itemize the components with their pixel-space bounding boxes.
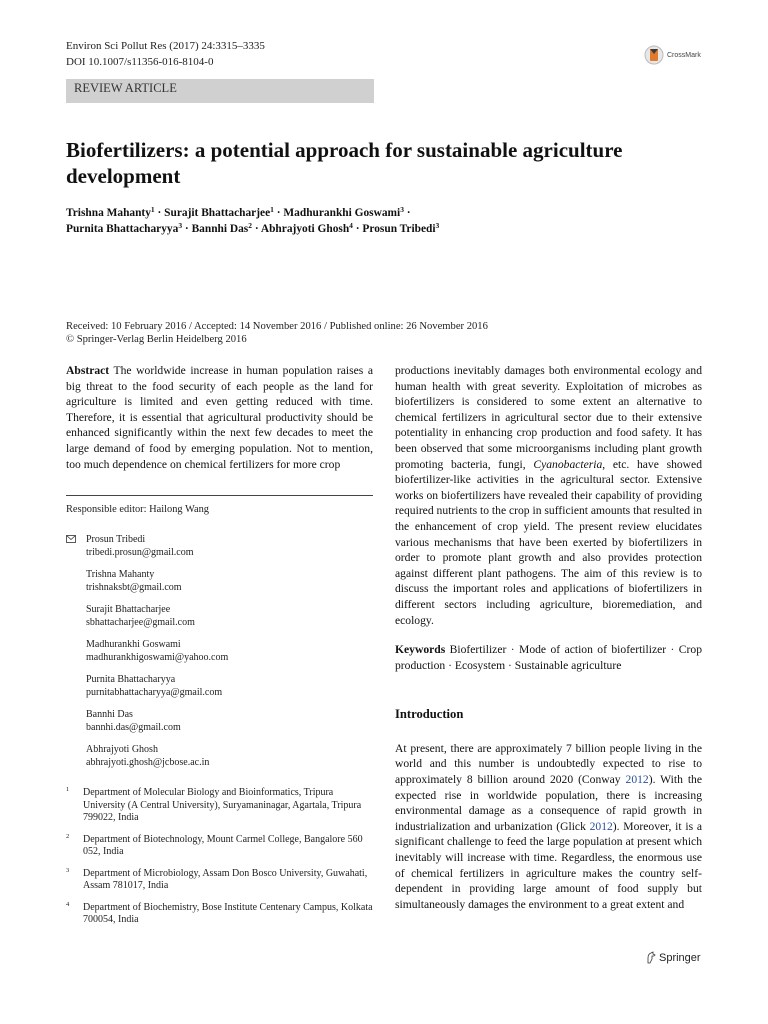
- contact-name: Purnita Bhattacharyya: [86, 674, 176, 685]
- italic-term: Cyanobacteria: [533, 457, 603, 471]
- publication-dates: [66, 320, 586, 346]
- doi[interactable]: DOI 10.1007/s11356-016-8104-0: [66, 56, 214, 68]
- contact-name: Prosun Tribedi: [86, 534, 146, 545]
- affiliation-item: [66, 834, 373, 859]
- affiliation-text: Department of Biotechnology, Mount Carmel College, Bangalore 560 052, India: [83, 833, 363, 857]
- received-dates: Received: 10 February 2016 / Accepted: 14 November 2016 / Published online: 26 November 2016: [66, 321, 488, 332]
- article-title: Biofertilizers: a potential approach for sustainable agriculture development: [66, 138, 623, 188]
- author[interactable]: Bannhi Das$^2$: [191, 221, 252, 235]
- right-column: [395, 363, 702, 912]
- footnote-divider: [66, 495, 373, 496]
- contact-item: [66, 744, 373, 769]
- contact-email[interactable]: trishnaksbt@gmail.com: [86, 581, 182, 593]
- affiliation-list: [66, 787, 373, 936]
- crossmark-label: CrossMark: [667, 51, 701, 59]
- abstract-text-part1: The worldwide increase in human population raises a big threat to the food security of each people as the land for agriculture is limited and even getting reduced with time. Therefore, it is essential that agricultural productivity should be enhanced significantly within the next few decades to meet the large demand of food by emerging population. Not to mention, too much dependence on chemical fertilizers for more crop: [66, 364, 373, 471]
- contact-name: Abhrajyoti Ghosh: [86, 744, 158, 755]
- keywords: [395, 642, 702, 673]
- copyright: © Springer-Verlag Berlin Heidelberg 2016: [66, 334, 247, 345]
- abstract-left: [66, 363, 373, 472]
- author[interactable]: Purnita Bhattacharyya$^3$: [66, 221, 183, 235]
- contact-email[interactable]: tribedi.prosun@gmail.com: [86, 546, 194, 558]
- journal-header: [66, 38, 265, 70]
- author[interactable]: Surajit Bhattacharjee$^1$: [164, 205, 274, 219]
- contact-name: Trishna Mahanty: [86, 569, 155, 580]
- affiliation-text: Department of Microbiology, Assam Don Bosco University, Guwahati, Assam 781017, India: [83, 867, 368, 891]
- affiliation-number: 3: [66, 866, 70, 874]
- crossmark-badge[interactable]: [644, 44, 708, 66]
- author[interactable]: Madhurankhi Goswami$^3$: [283, 205, 404, 219]
- contact-email[interactable]: sbhattacharjee@gmail.com: [86, 616, 195, 628]
- author[interactable]: Trishna Mahanty$^1$: [66, 205, 155, 219]
- contact-item: [66, 639, 373, 664]
- author[interactable]: Prosun Tribedi$^3$: [362, 221, 440, 235]
- contact-list: [66, 534, 373, 779]
- keywords-label: Keywords: [395, 643, 446, 657]
- abstract-continued: productions inevitably damages both environmental ecology and human health with great severity. Exploitation of microbes as biofertilizers is considered to some extent an alternative to chemical fertilizers in agricultural sector due to their extensive potentiality in enhancing crop production and food safety. It has been observed that some microorganisms including plant growth promoting bacteria, fungi, Cyanobacteria, etc. have showed biofertilizer-like activities in the agricultural sector. Extensive works on biofertilizers have revealed their capability of providing required nutrients to the crop in sufficient amounts that resulted in the enhancement of crop yield. The present review elucidates various mechanisms that have been exerted by biofertilizers in order to promote plant growth and also provides protection against different plant pathogens. The aim of this review is to discuss the important roles and applications of biofertilizers in different sectors including agriculture, bioremediation, and ecology.: [395, 364, 702, 627]
- affiliation-item: [66, 902, 373, 927]
- abstract-label: Abstract: [66, 364, 110, 377]
- contact-item: [66, 674, 373, 699]
- contact-email[interactable]: bannhi.das@gmail.com: [86, 721, 181, 733]
- contact-email[interactable]: abhrajyoti.ghosh@jcbose.ac.in: [86, 756, 210, 768]
- publisher-footer: [646, 951, 701, 964]
- responsible-editor: Responsible editor: Hailong Wang: [66, 504, 209, 515]
- article-type: REVIEW ARTICLE: [74, 81, 177, 95]
- introduction-heading: Introduction: [395, 707, 464, 722]
- author-list: Trishna Mahanty$^1$ · Surajit Bhattacharjee$^1$ · Madhurankhi Goswami$^3$ · Purnita Bhattacharyya$^3$ · Bannhi Das$^2$ · Abhrajyoti Ghosh$^4$ · Prosun Tribedi$^3$: [66, 205, 440, 235]
- author[interactable]: Abhrajyoti Ghosh$^4$: [260, 221, 353, 235]
- affiliation-item: [66, 787, 373, 825]
- envelope-icon: [66, 535, 76, 543]
- contact-item: [66, 604, 373, 629]
- journal-citation: Environ Sci Pollut Res (2017) 24:3315–3335: [66, 40, 265, 52]
- contact-item: [66, 709, 373, 734]
- contact-email[interactable]: purnitabhattacharyya@gmail.com: [86, 686, 223, 698]
- contact-name: Surajit Bhattacharjee: [86, 604, 171, 615]
- citation-link[interactable]: 2012: [589, 819, 613, 833]
- contact-name: Bannhi Das: [86, 709, 133, 720]
- affiliation-text: Department of Molecular Biology and Bioinformatics, Tripura University (A Central University), Suryamaninagar, Agartala, Tripura 799022, India: [83, 787, 362, 823]
- keywords-text: Biofertilizer · Mode of action of biofertilizer · Crop production · Ecosystem · Sustainable agriculture: [395, 643, 702, 672]
- contact-item: [66, 569, 373, 594]
- affiliation-text: Department of Biochemistry, Bose Institute Centenary Campus, Kolkata 700054, India: [83, 901, 373, 925]
- introduction-text: At present, there are approximately 7 billion people living in the world and this number is undoubtedly expected to rise to approximately 8 billion around 2020 (Conway 2012). With the expected rise in worldwide population, there is increasing environmental damage as a consequence of rapid growth in industrialization and urbanization (Glick 2012). Moreover, it is a significant challenge to feed the large population at present which inevitably will increase with time. Regardless, the enormous use of chemical fertilizers in agriculture makes the country self-dependent in providing large amount of food supply but simultaneously damages the environment to a great extent and: [395, 741, 702, 911]
- affiliation-number: 2: [66, 832, 70, 840]
- crossmark-icon: [644, 45, 664, 65]
- affiliation-item: [66, 868, 373, 893]
- affiliation-number: 4: [66, 900, 70, 908]
- publisher-name: Springer: [659, 951, 701, 964]
- springer-horse-icon: [646, 951, 656, 964]
- affiliation-number: 1: [66, 786, 70, 793]
- citation-link[interactable]: 2012: [625, 773, 649, 787]
- contact-name: Madhurankhi Goswami: [86, 639, 181, 650]
- contact-item: [66, 534, 373, 559]
- contact-email[interactable]: madhurankhigoswami@yahoo.com: [86, 651, 229, 663]
